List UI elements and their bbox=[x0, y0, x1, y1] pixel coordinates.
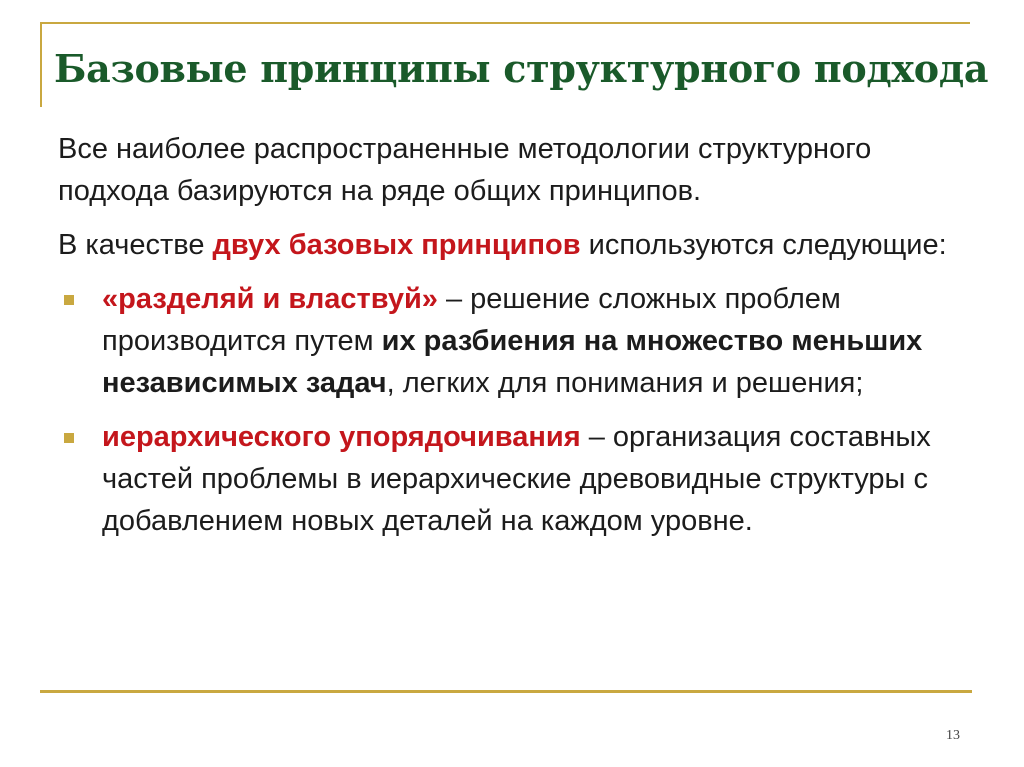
bullet-text: – решение сложных проблем производится путем bbox=[102, 283, 841, 357]
bullet-item-hierarchical-ordering bbox=[58, 416, 958, 542]
bullet-item-divide-and-conquer bbox=[58, 278, 958, 404]
bottom-rule bbox=[40, 690, 972, 693]
slide-title: Базовые принципы структурного подхода bbox=[54, 46, 989, 91]
principles-paragraph bbox=[58, 224, 958, 266]
left-rule bbox=[40, 22, 42, 107]
intro-paragraph: Все наиболее распространенные методологии структурного подхода базируются на ряде общих принципов. bbox=[58, 133, 872, 207]
square-bullet-icon bbox=[64, 433, 74, 443]
bullet-bold-text: их разбиения на множество меньших независимых задач bbox=[102, 325, 923, 399]
principles-text-after: используются следующие: bbox=[580, 229, 947, 261]
top-rule bbox=[40, 22, 970, 24]
page-number: 13 bbox=[946, 728, 960, 743]
slide-body bbox=[58, 128, 958, 554]
bullet-highlight: «разделяй и властвуй» bbox=[102, 283, 438, 315]
principles-text-before: В качестве bbox=[58, 229, 213, 261]
bullet-highlight: иерархического упорядочивания bbox=[102, 421, 581, 453]
square-bullet-icon bbox=[64, 295, 74, 305]
bullet-text-end: , легких для понимания и решения; bbox=[386, 367, 864, 399]
bullet-text: – организация составных частей проблемы в иерархические древовидные структуры с добавлением новых деталей на каждом уровне. bbox=[102, 421, 931, 537]
principles-highlight: двух базовых принципов bbox=[212, 229, 581, 261]
